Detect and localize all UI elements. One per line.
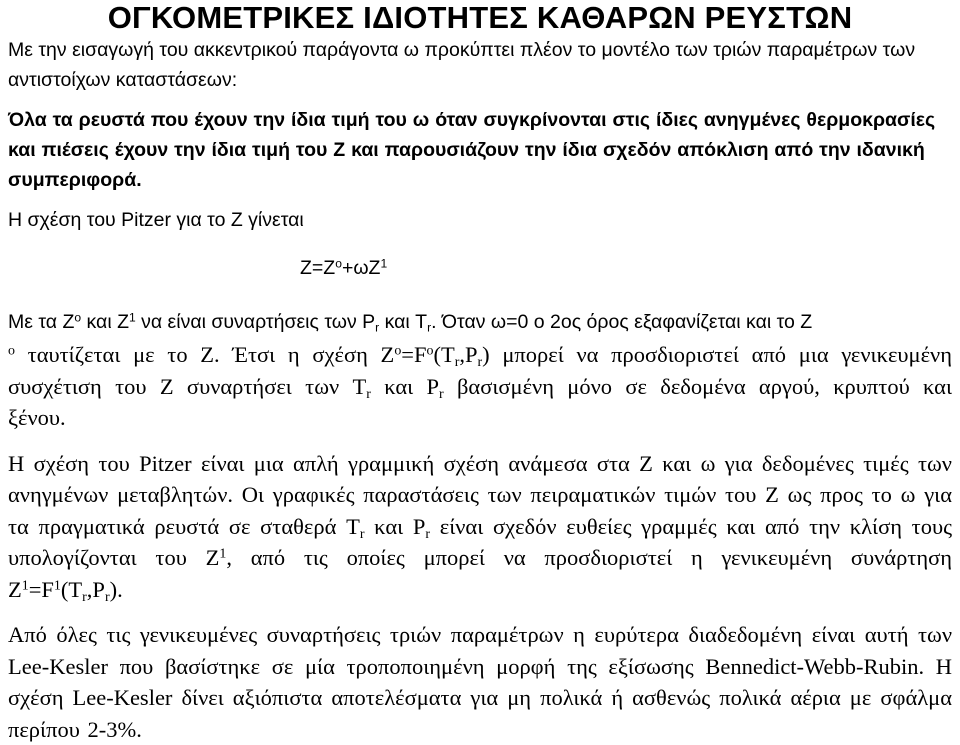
- p1-text-c: να είναι συναρτήσεις των P: [135, 311, 376, 333]
- p1-text-i: ) μπορεί να προσδιοριστεί από μια γενικευμένη συσχέτιση του Z συναρτήσει των T: [8, 342, 952, 399]
- paragraph-generalized-correlation: [8, 339, 952, 434]
- paragraph-pitzer-linear: [8, 448, 952, 606]
- p2-sub-r: r: [359, 526, 365, 542]
- paragraph-lee-kesler: Από όλες τις γενικευμένες συναρτήσεις τριών παραμέτρων η ευρύτερα διαδεδομένη είναι αυτή των Lee-Kesler που βασίστηκε σε μία τροποποιημένη μορφή της εξίσωσης Bennedict-Webb-Rubin. Η σχέση Lee-Kesler δίνει αξιόπιστα αποτελέσματα για μη πολικά ή ασθενώς πολικά αέρια με σφάλμα περίπου 2-3%.: [8, 622, 952, 742]
- p2-text-g: ).: [109, 576, 123, 602]
- p2-text-c: είναι σχεδόν ευθείες γραμμές και από την κλίση τους υπολογίζονται του Z: [8, 513, 953, 570]
- formula-sup-1: 1: [380, 256, 388, 271]
- p1-sub-r-6: r: [439, 386, 444, 402]
- p1-text-b: και Z: [81, 311, 129, 333]
- p1-text-comma: ,P: [459, 342, 478, 367]
- p2-text-d: , από τις οποίες μπορεί να προσδιοριστεί η γενικευμένη συνάρτηση Z: [8, 545, 953, 602]
- p1-text-d: και T: [379, 311, 428, 333]
- bold-statement: Όλα τα ρευστά που έχουν την ίδια τιμή του ω όταν συγκρίνονται στις ίδιες ανηγμένες θερμοκρασίες και πιέσεις έχουν την ίδια τιμή του Ζ και παρουσιάζουν την ίδια σχεδόν απόκλιση από την ιδανική συμπεριφορά.: [8, 109, 936, 191]
- p2-sub-r-2: r: [425, 526, 431, 542]
- formula-sup-o: o: [335, 256, 342, 271]
- pitzer-formula: [300, 253, 952, 283]
- p1-text-k: βασισμένη μόνο σε δεδομένα αργού, κρυπτού και ξένου.: [8, 373, 952, 430]
- p2-text-a: Η σχέση του Pitzer είναι μια απλή γραμμική σχέση ανάμεσα στα Z και ω για δεδομένες τιμές των ανηγμένων μεταβλητών. Οι γραφικές παραστάσεις των πειραματικών τιμών του Z ως προς το ω για τα πραγματικά ρευστά σε σταθερά T: [8, 450, 952, 539]
- formula-z-eq: Z=Z: [300, 257, 336, 279]
- p1-sub-r-4: r: [477, 355, 483, 371]
- p2-sup-1: 1: [219, 546, 227, 562]
- p2-sub-r-4: r: [104, 589, 110, 605]
- p2-text-comma: ,P: [86, 576, 105, 602]
- p1-text-g: =F: [401, 342, 427, 367]
- p2-sup-1-3: 1: [53, 577, 61, 593]
- p1-sup-o-3: o: [394, 343, 402, 359]
- p1-text-j: και P: [370, 373, 440, 399]
- p2-text-e: =F: [28, 576, 54, 602]
- p2-text-f: (T: [60, 576, 83, 602]
- formula-plus-omega-z: +ωZ: [341, 257, 381, 279]
- p1-text-f: ταυτίζεται με το Z. Έτσι η σχέση Z: [14, 342, 395, 367]
- intro-paragraph: Με την εισαγωγή του ακκεντρικού παράγοντα ω προκύπτει πλέον το μοντέλο των τριών παραμέτρων των αντιστοίχων καταστάσεων:: [8, 39, 916, 91]
- pitzer-intro: Η σχέση του Pitzer για το Z γίνεται: [8, 209, 304, 231]
- p1-sub-r-3: r: [454, 355, 460, 371]
- document-page: [8, 0, 952, 745]
- p1-sub-r-2: r: [427, 320, 432, 335]
- p1-sup-o: o: [74, 310, 82, 325]
- p1-text-e: . Όταν ω=0 ο 2ος όρος εξαφανίζεται και το Z: [431, 311, 813, 333]
- p2-text-b: και P: [364, 513, 426, 539]
- p1-sub-r: r: [375, 320, 380, 335]
- p1-text-a: Με τα Z: [8, 311, 75, 333]
- p1-sup-1: 1: [128, 310, 136, 325]
- p1-sup-o-4: o: [426, 343, 434, 359]
- p1-sub-r-5: r: [366, 386, 371, 402]
- p1-sup-o-2: o: [8, 343, 15, 359]
- p1-text-h: (T: [433, 342, 455, 367]
- p2-sub-r-3: r: [82, 589, 87, 605]
- page-title: ΟΓΚΟΜΕΤΡΙΚΕΣ ΙΔΙΟΤΗΤΕΣ ΚΑΘΑΡΩΝ ΡΕΥΣΤΩΝ: [107, 0, 853, 35]
- p2-sup-1-2: 1: [21, 577, 29, 593]
